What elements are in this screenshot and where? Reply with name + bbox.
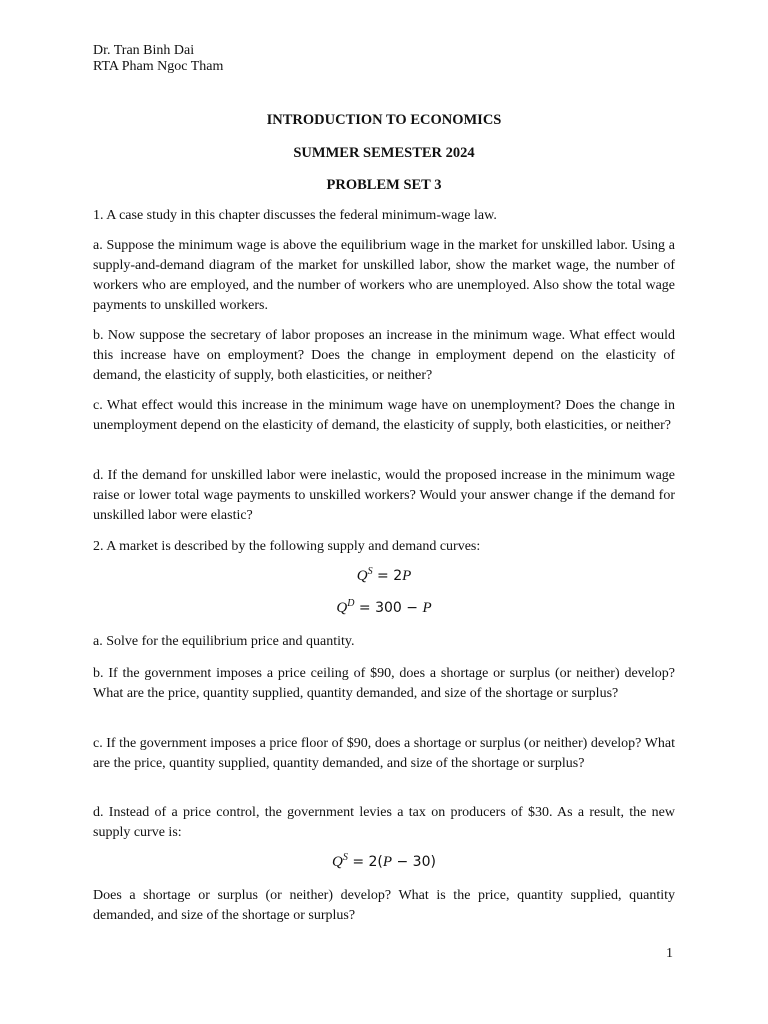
question-1-part-d: d. If the demand for unskilled labor were inelastic, would the proposed increase in the minimum wage raise or lower total wage payments to unskilled workers? Would your answer change if the demand for unskilled labor were elastic? <box>93 468 675 523</box>
eq-superscript: S <box>342 852 348 863</box>
eq-rhs-var: P <box>382 854 393 870</box>
eq-superscript: S <box>367 566 373 577</box>
page-number: 1 <box>666 946 673 961</box>
eq-rhs-var: P <box>422 600 432 616</box>
author-name: Dr. Tran Binh Dai <box>93 43 195 58</box>
question-1-part-c: c. What effect would this increase in the minimum wage have on unemployment? Does the change in unemployment depend on the elasticity of demand, the elasticity of supply, both elasticities, or neither? <box>93 398 675 433</box>
question-1-intro: 1. A case study in this chapter discusses the federal minimum-wage law. <box>93 208 497 223</box>
question-2-part-d-followup: Does a shortage or surplus (or neither) develop? What is the price, quantity supplied, quantity demanded, and size of the shortage or surplus? <box>93 888 675 923</box>
eq-var: Q <box>336 600 348 616</box>
supply-equation <box>0 568 768 585</box>
semester-title: SUMMER SEMESTER 2024 <box>293 145 475 161</box>
question-2-part-a: a. Solve for the equilibrium price and quantity. <box>93 634 355 649</box>
question-2-intro: 2. A market is described by the following supply and demand curves: <box>93 539 481 554</box>
eq-rhs-pre: = 2( <box>352 854 383 870</box>
question-2-part-c: c. If the government imposes a price floor of $90, does a shortage or surplus (or neither) develop? What are the price, quantity supplied, quantity demanded, and size of the shortage or surplus? <box>93 736 675 771</box>
eq-rhs: = 300 − <box>358 600 423 616</box>
new-supply-equation <box>0 854 768 871</box>
eq-rhs-var: P <box>402 568 412 584</box>
question-1-part-b: b. Now suppose the secretary of labor proposes an increase in the minimum wage. What effect would this increase have on employment? Does the change in employment depend on the elasticity of demand, the elasticity of supply, both elasticities, or neither? <box>93 328 675 383</box>
assistant-name: RTA Pham Ngoc Tham <box>93 59 224 74</box>
demand-equation <box>0 600 768 617</box>
eq-var: Q <box>356 568 368 584</box>
eq-var: Q <box>332 854 343 870</box>
question-2-part-b: b. If the government imposes a price ceiling of $90, does a shortage or surplus (or neither) develop? What are the price, quantity supplied, quantity demanded, and size of the shortage or surplus? <box>93 666 675 701</box>
course-title: INTRODUCTION TO ECONOMICS <box>266 112 502 128</box>
eq-superscript: D <box>347 598 355 609</box>
question-2-part-d: d. Instead of a price control, the government levies a tax on producers of $30. As a result, the new supply curve is: <box>93 805 675 840</box>
problem-set-title: PROBLEM SET 3 <box>326 177 442 193</box>
author-block <box>93 43 223 75</box>
eq-rhs: = 2 <box>377 568 403 584</box>
question-1-part-a: a. Suppose the minimum wage is above the equilibrium wage in the market for unskilled labor. Using a supply-and-demand diagram of the market for unskilled labor, show the market wage, the number of workers who are employed, and the number of workers who are unemployed. Also show the total wage payments to unskilled workers. <box>93 238 675 313</box>
eq-rhs-post: − 30) <box>392 854 436 870</box>
